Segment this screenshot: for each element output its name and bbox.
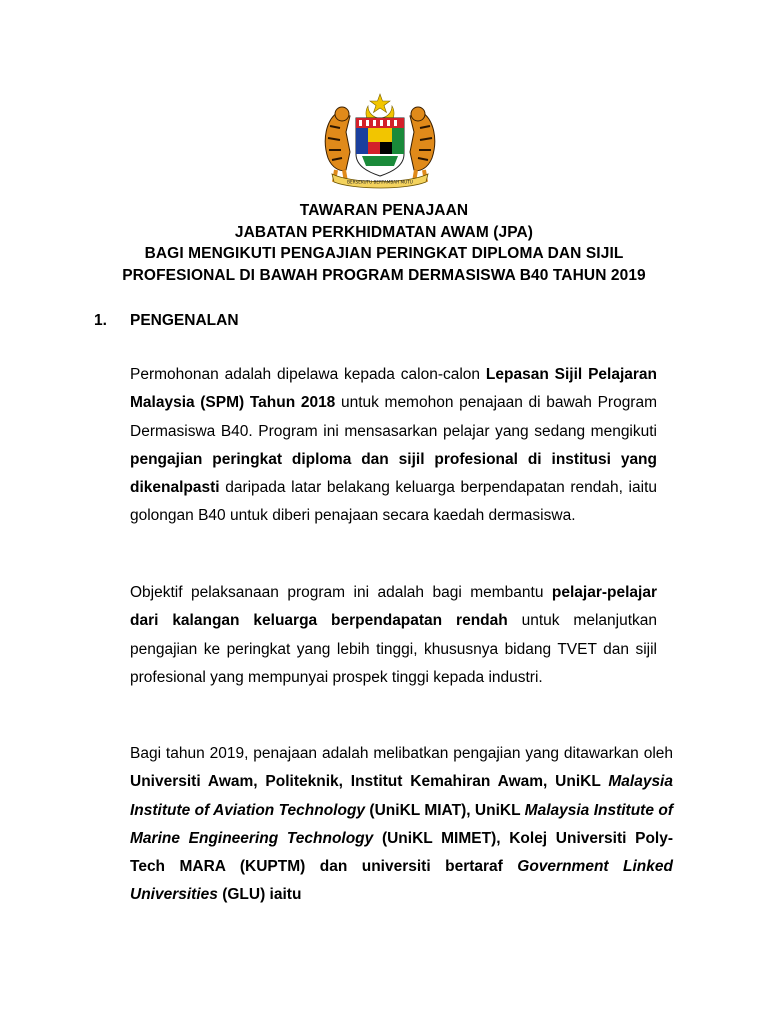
para3-bold-italic-3: Government Linked Universities — [130, 858, 673, 904]
paragraph-institutions — [130, 740, 673, 910]
paragraph-intro — [130, 361, 657, 531]
para1-bold-1: Lepasan Sijil Pelajaran Malaysia (SPM) Tahun 2018 — [130, 366, 658, 412]
title-line-1: TAWARAN PENAJAAN — [299, 202, 469, 219]
shield-icon — [356, 118, 404, 176]
right-tiger-icon — [410, 107, 435, 182]
para3-bold-italic-2: Malaysia Institute of Marine Engineering Technology — [130, 801, 673, 847]
title-line-3: BAGI MENGIKUTI PENGAJIAN PERINGKAT DIPLOMA DAN SIJIL — [144, 245, 624, 262]
para2-bold-1: pelajar-pelajar dari kalangan keluarga berpendapatan rendah — [130, 584, 657, 630]
para3-bold-3: (UniKL MIMET), Kolej Universiti Poly-Tech MARA (KUPTM) dan universiti bertaraf — [130, 829, 673, 876]
para1-bold-2: pengajian peringkat diploma dan sijil profesional di institusi yang dikenalpasti — [130, 450, 657, 497]
para3-bold-1: Universiti Awam, Politeknik, Institut Kemahiran Awam, UniKL — [130, 773, 609, 791]
para2-text-2: untuk melanjutkan pengajian ke peringkat yang lebih tinggi, khususnya bidang TVET dan sijil profesional yang mempunyai prospek tinggi kepada industri. — [130, 612, 657, 686]
paragraph-objective — [130, 579, 657, 692]
para3-text-1: Bagi tahun 2019, penajaan adalah melibatkan pengajian yang ditawarkan oleh — [130, 745, 673, 762]
para1-text-3: daripada latar belakang keluarga berpendapatan rendah, iaitu golongan B40 untuk diberi penajaan secara kaedah dermasiswa. — [130, 479, 657, 525]
para1-text-2: untuk memohon penajaan di bawah Program Dermasiswa B40. Program ini mensasarkan pelajar yang sedang mengikuti — [130, 394, 658, 440]
document-title — [0, 200, 768, 286]
para3-bold-italic-1: Malaysia Institute of Aviation Technology — [130, 773, 673, 819]
para3-bold-4: (GLU) iaitu — [217, 886, 302, 904]
title-line-2: JABATAN PERKHIDMATAN AWAM (JPA) — [234, 223, 534, 241]
para3-bold-2: (UniKL MIAT), UniKL — [365, 801, 525, 819]
coat-of-arms-logo — [316, 92, 444, 190]
left-tiger-icon — [325, 107, 350, 182]
section-number: 1. — [94, 312, 107, 329]
section-title: PENGENALAN — [130, 312, 239, 329]
para1-text-1: Permohonan adalah dipelawa kepada calon-calon — [130, 366, 486, 383]
para2-text-1: Objektif pelaksanaan program ini adalah bagi membantu — [130, 584, 552, 601]
svg-text:BERSEKUTU BERTAMBAH MUTU: BERSEKUTU BERTAMBAH MUTU — [347, 179, 413, 185]
title-line-4: PROFESIONAL DI BAWAH PROGRAM DERMASISWA B40 TAHUN 2019 — [122, 266, 646, 284]
